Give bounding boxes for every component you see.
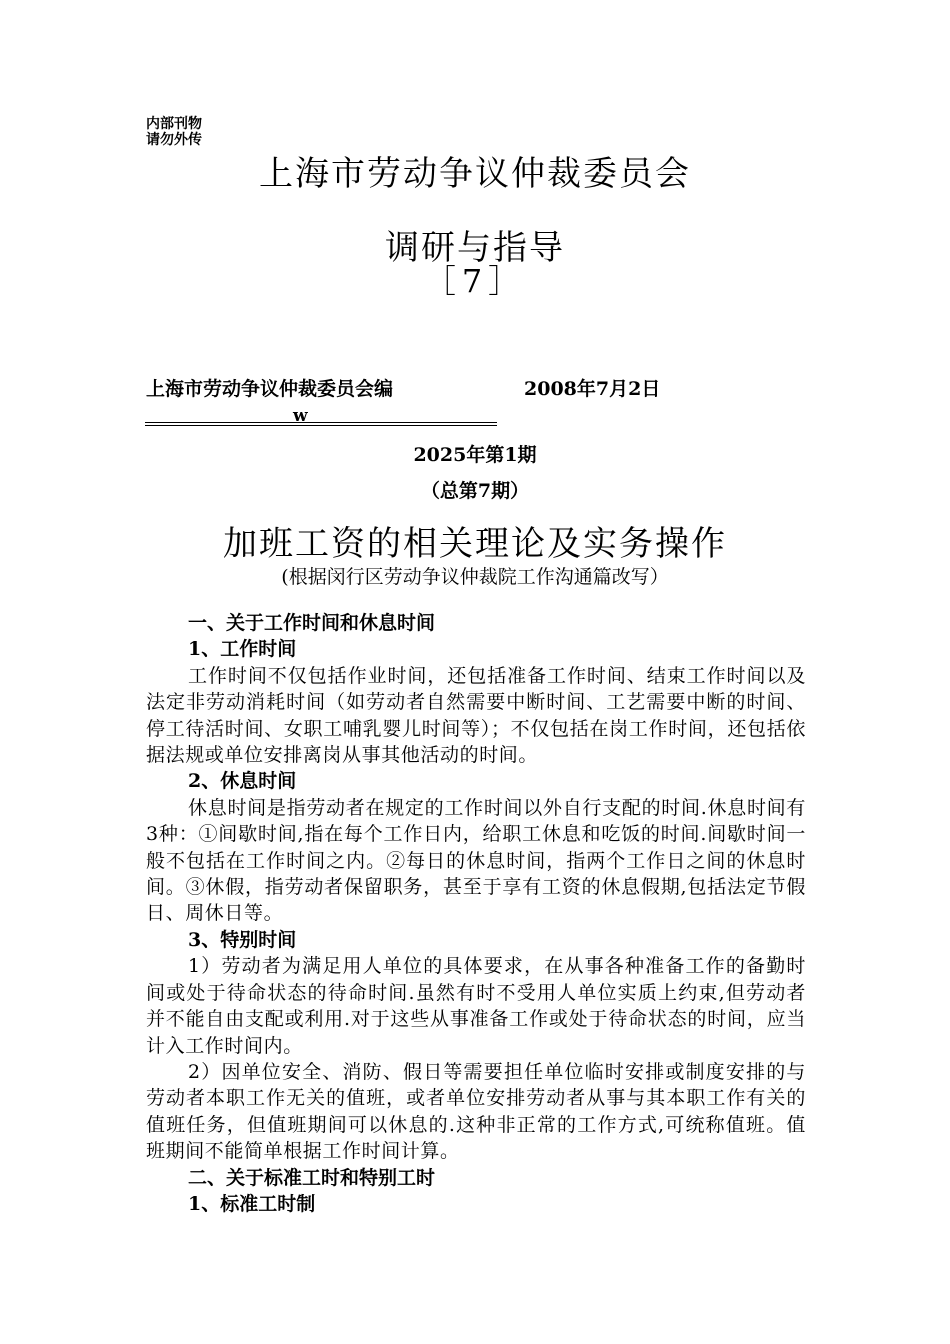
section-heading: 二、关于标准工时和特别工时: [188, 1166, 436, 1189]
w-mark: w: [293, 406, 308, 426]
section-heading: 一、关于工作时间和休息时间: [188, 612, 436, 634]
paragraph: 2）因单位安全、消防、假日等需要担任单位临时安排或制度安排的与劳动者本职工作无关的值班，或者单位安排劳动者从事与其本职工作有关的值班任务，但值班期间可以休息的.这种非正常的工作方式,可统称值班。值班期间不能简单根据工作时间计算。: [146, 1060, 806, 1163]
subsection-heading: 2、休息时间: [188, 770, 297, 793]
subsection-heading: 1、标准工时制: [188, 1192, 316, 1215]
paragraph: 1）劳动者为满足用人单位的具体要求，在从事各种准备工作的备勤时间或处于待命状态的待命时间.虽然有时不受用人单位实质上约束,但劳动者并不能自由支配或利用.对于这些从事准备工作或处于待命状态的时间，应当计入工作时间内。: [146, 955, 806, 1057]
publication-number: ［7］: [423, 262, 527, 300]
article-subtitle: (根据闵行区劳动争议仲裁院工作沟通篇改写）: [281, 566, 669, 588]
total-issue-number: （总第7期）: [420, 480, 530, 502]
org-title: 上海市劳动争议仲裁委员会: [259, 154, 691, 194]
paragraph: 工作时间不仅包括作业时间，还包括准备工作时间、结束工作时间以及法定非劳动消耗时间（如劳动者自然需要中断时间、工艺需要中断的时间、停工待活时间、女职工哺乳婴儿时间等）；不仅包括在岗工作时间，还包括依据法规或单位安排离岗从事其他活动的时间。: [146, 664, 806, 767]
publish-date: 2008年7月2日: [524, 378, 661, 400]
article-body: [146, 610, 806, 1217]
paragraph: 休息时间是指劳动者在规定的工作时间以外自行支配的时间.休息时间有3种：①间歇时间,指在每个工作日内，给职工休息和吃饭的时间.间歇时间一般不包括在工作时间之内。②每日的休息时间，指两个工作日之间的休息时间。③休假，指劳动者保留职务，甚至于享有工资的休息假期,包括法定节假日、周休日等。: [146, 796, 806, 925]
article-title: 加班工资的相关理论及实务操作: [223, 524, 727, 564]
subsection-heading: 3、特别时间: [188, 928, 297, 951]
no-distribution-label: 请勿外传: [146, 132, 202, 148]
subsection-heading: 1、工作时间: [188, 638, 297, 661]
editor-line: 上海市劳动争议仲裁委员会编: [146, 378, 394, 400]
divider-top: [145, 422, 497, 423]
internal-publication-label: 内部刊物: [146, 116, 202, 132]
issue-number: 2025年第1期: [413, 444, 537, 466]
publication-title: 调研与指导: [385, 228, 565, 268]
divider-bottom: [145, 425, 497, 426]
